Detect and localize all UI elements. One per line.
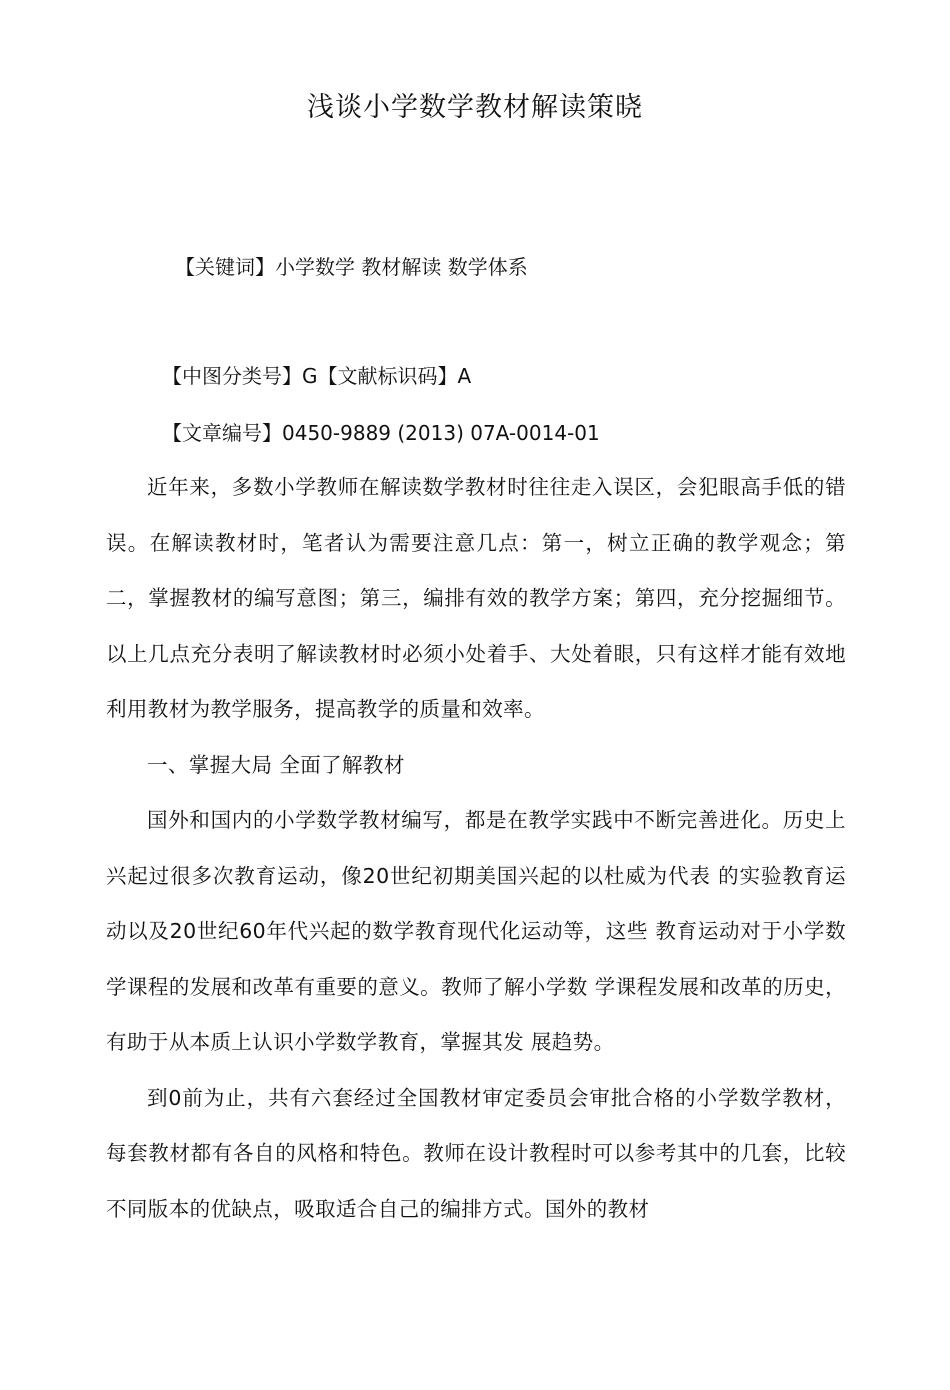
section-heading-1: 一、掌握大局 全面了解教材 bbox=[147, 752, 405, 777]
paragraph-intro: 近年来，多数小学教师在解读数学教材时往往走入误区，会犯眼高手低的错误。在解读教材时，笔者认为需要注意几点：第一，树立正确的教学观念；第二，掌握教材的编写意图；第三，编排有效的教学方案；第四，充分挖掘细节。以上几点充分表明了解读教材时必须小处着手、大处着眼，只有这样才能有效地利用教材为教学服务，提高教学的质量和效率。 bbox=[106, 475, 846, 721]
keywords-line: 【关键词】小学数学 教材解读 数学体系 bbox=[175, 255, 528, 279]
paragraph-textbooks: 到0前为止，共有六套经过全国教材审定委员会审批合格的小学数学教材，每套教材都有各自的风格和特色。教师在设计教程时可以参考其中的几套，比较不同版本的优缺点，吸取适合自己的编排方式。国外的教材 bbox=[106, 1085, 846, 1221]
article-number-line: 【文章编号】0450-9889 (2013) 07A-0014-01 bbox=[162, 421, 600, 445]
paragraph-history: 国外和国内的小学数学教材编写，都是在教学实践中不断完善进化。历史上兴起过很多次教育运动，像20世纪初期美国兴起的以杜威为代表 的实验教育运动以及20世纪60年代兴起的数学教育现代化运动等，这些 教育运动对于小学数学课程的发展和改革有重要的意义。教师了解小学数 学课程发展和改革的历史，有助于从本质上认识小学数学教育，掌握其发 展趋势。 bbox=[106, 808, 846, 1054]
body-text bbox=[106, 460, 846, 1237]
classification-line: 【中图分类号】G【文献标识码】A bbox=[162, 364, 472, 388]
document-title: 浅谈小学数学教材解读策晓 bbox=[307, 92, 643, 123]
